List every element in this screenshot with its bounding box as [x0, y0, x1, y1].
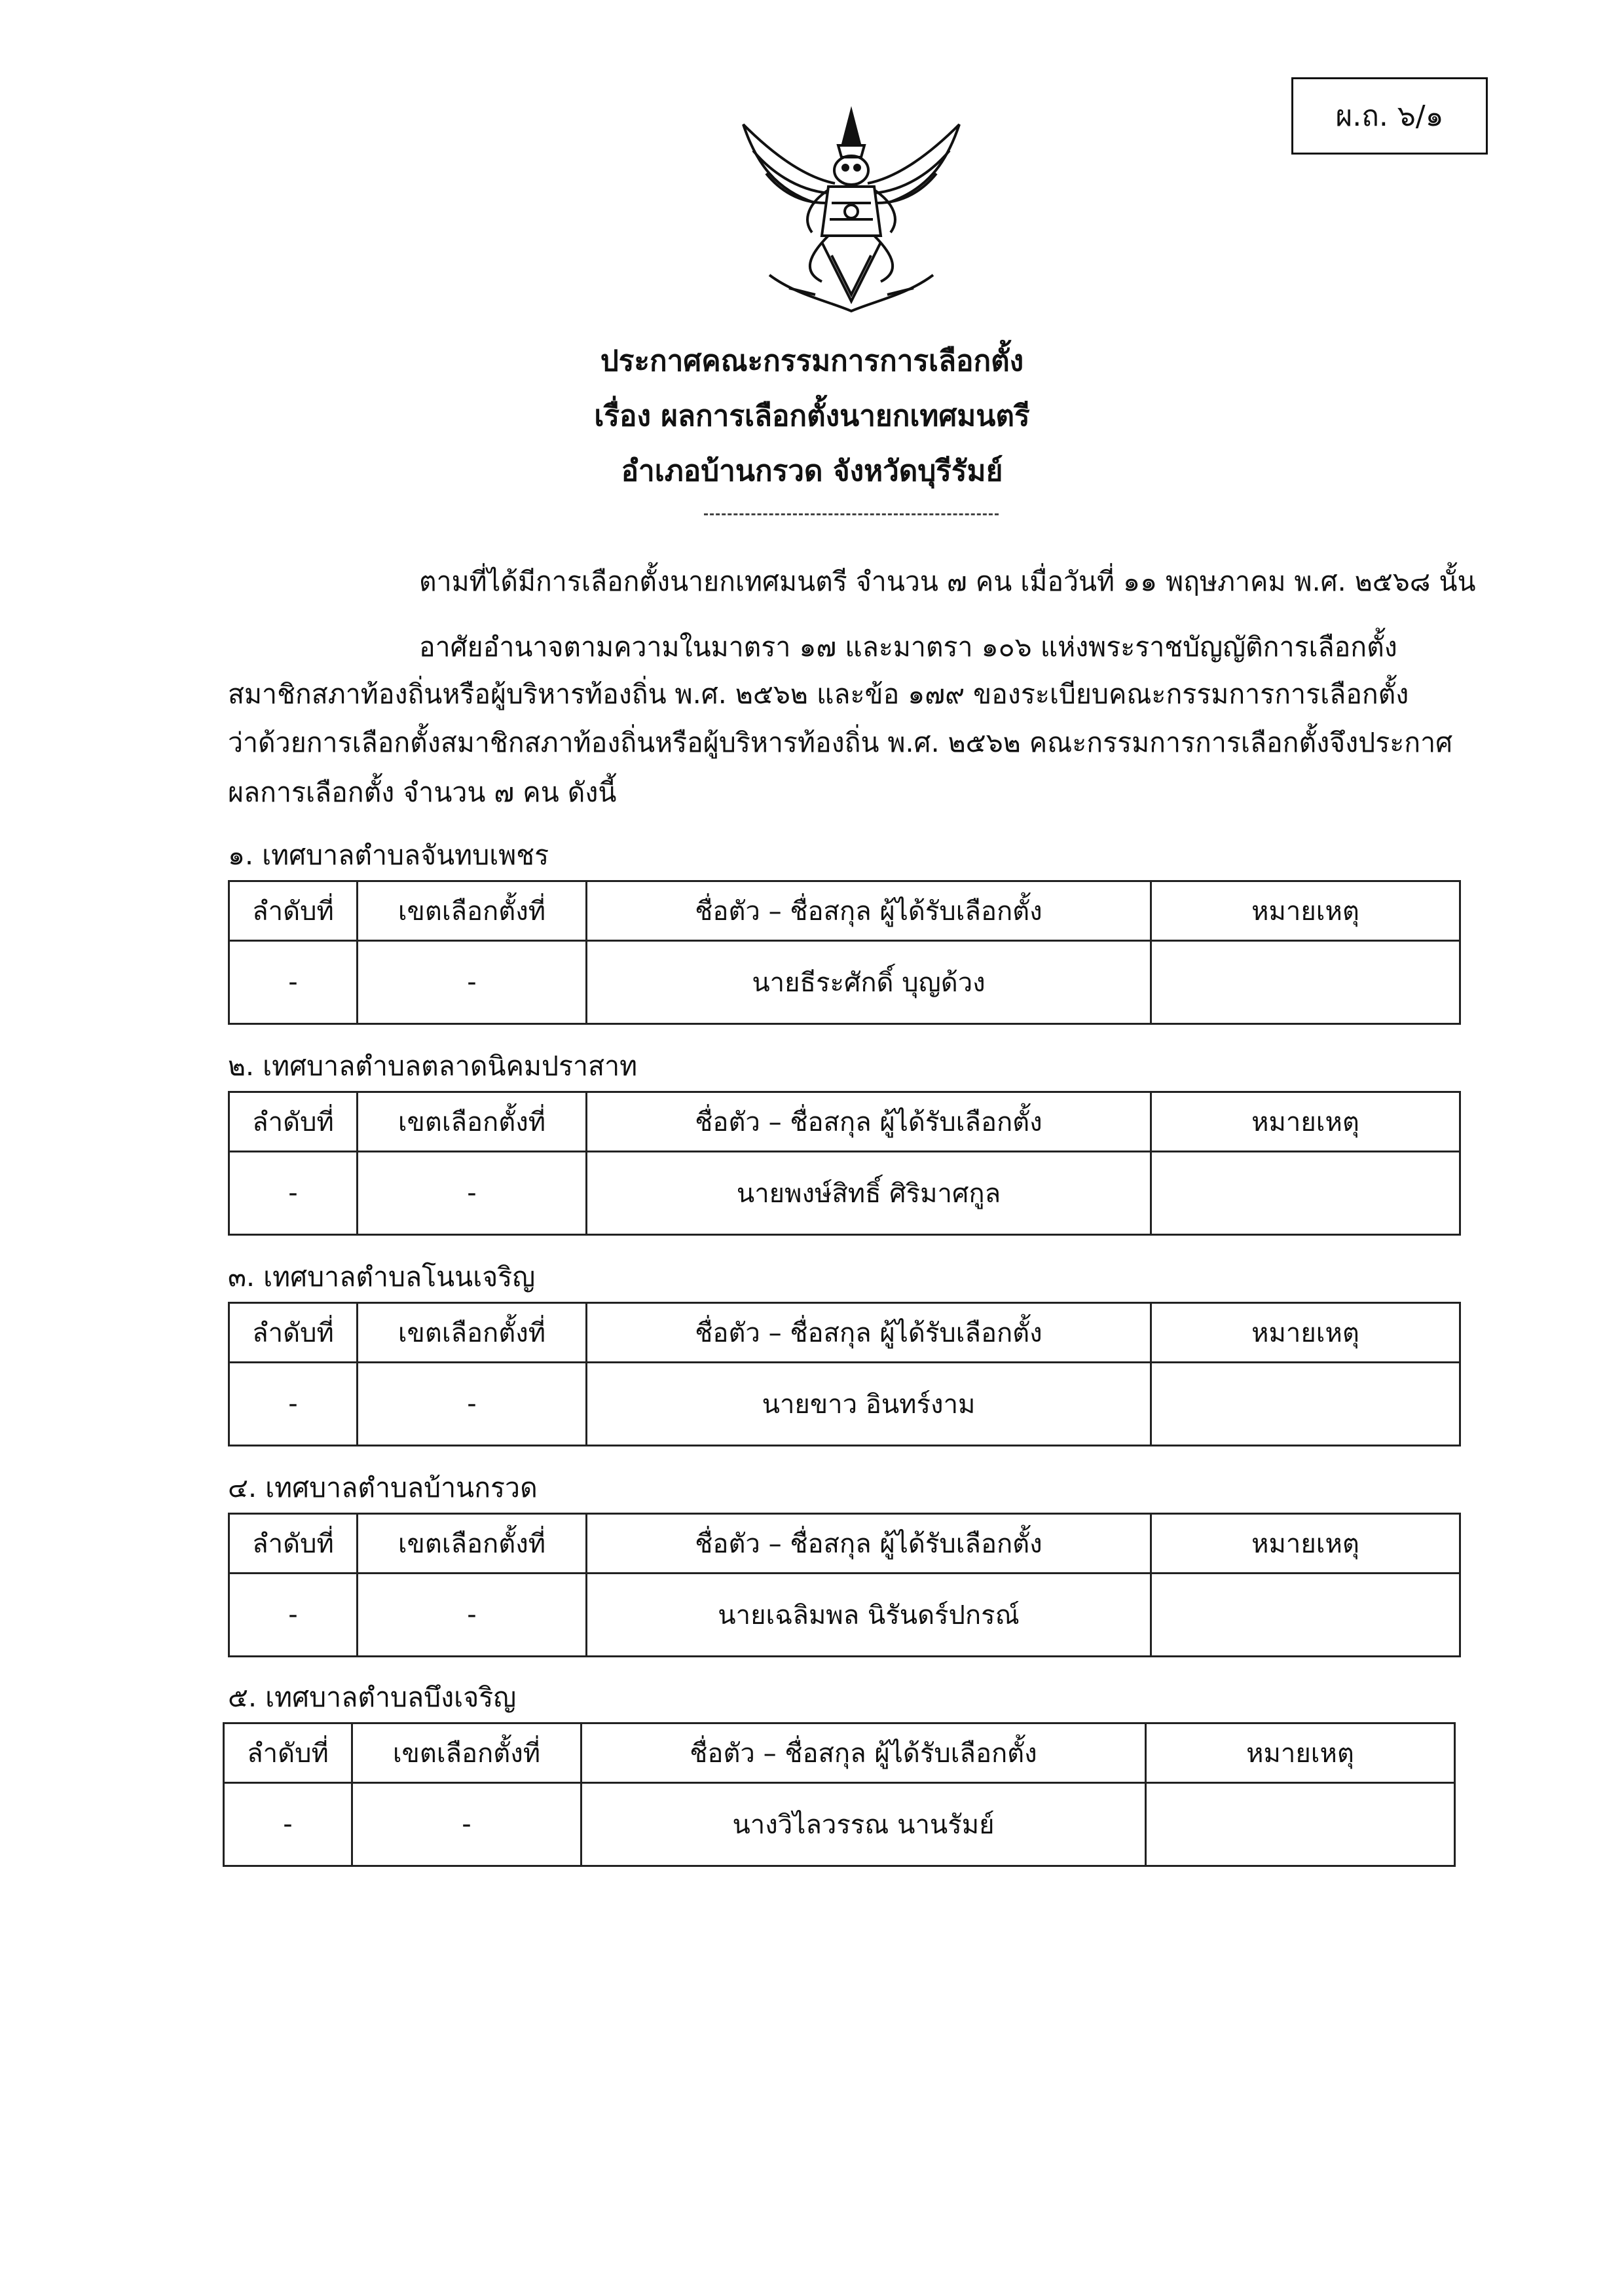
garuda-emblem-icon	[730, 105, 972, 321]
header-order: ลำดับที่	[229, 881, 358, 941]
header-district: เขตเลือกตั้งที่	[358, 1092, 587, 1152]
header-remark: หมายเหตุ	[1151, 881, 1460, 941]
section-title: ๒. เทศบาลตำบลตลาดนิคมปราสาท	[228, 1050, 638, 1082]
announcement-title: ประกาศคณะกรรมการการเลือกตั้ง	[600, 344, 1024, 378]
section-title: ๑. เทศบาลตำบลจันทบเพชร	[228, 839, 549, 871]
announcement-location: อำเภอบ้านกรวด จังหวัดบุรีรัมย์	[621, 454, 1003, 488]
header-remark: หมายเหตุ	[1146, 1723, 1455, 1783]
section-title: ๕. เทศบาลตำบลบึงเจริญ	[228, 1682, 517, 1713]
cell-name: นางวิไลวรรณ นานรัมย์	[581, 1783, 1146, 1866]
cell-district: -	[358, 941, 587, 1024]
cell-order: -	[229, 941, 358, 1024]
cell-district: -	[358, 1363, 587, 1446]
cell-order: -	[229, 1574, 358, 1657]
cell-remark	[1151, 1152, 1460, 1235]
header-remark: หมายเหตุ	[1151, 1092, 1460, 1152]
cell-district: -	[358, 1152, 587, 1235]
header-district: เขตเลือกตั้งที่	[358, 1514, 587, 1574]
paragraph-2-line-1: อาศัยอำนาจตามความในมาตรา ๑๗ และมาตรา ๑๐๖ แห่งพระราชบัญญัติการเลือกตั้ง	[419, 631, 1397, 663]
result-table	[228, 1091, 1461, 1236]
announcement-subject: เรื่อง ผลการเลือกตั้งนายกเทศมนตรี	[594, 399, 1030, 433]
section-title: ๔. เทศบาลตำบลบ้านกรวด	[228, 1472, 538, 1503]
cell-order: -	[224, 1783, 352, 1866]
header-order: ลำดับที่	[229, 1514, 358, 1574]
header-name: ชื่อตัว – ชื่อสกุล ผู้ได้รับเลือกตั้ง	[587, 1303, 1151, 1363]
header-remark: หมายเหตุ	[1151, 1514, 1460, 1574]
header-order: ลำดับที่	[229, 1303, 358, 1363]
paragraph-1: ตามที่ได้มีการเลือกตั้งนายกเทศมนตรี จำนวน ๗ คน เมื่อวันที่ ๑๑ พฤษภาคม พ.ศ. ๒๕๖๘ นั้น	[419, 566, 1476, 597]
form-code-box: ผ.ถ. ๖/๑	[1291, 77, 1488, 155]
section-title: ๓. เทศบาลตำบลโนนเจริญ	[228, 1261, 536, 1293]
header-district: เขตเลือกตั้งที่	[352, 1723, 581, 1783]
header-name: ชื่อตัว – ชื่อสกุล ผู้ได้รับเลือกตั้ง	[587, 881, 1151, 941]
cell-remark	[1151, 941, 1460, 1024]
header-name: ชื่อตัว – ชื่อสกุล ผู้ได้รับเลือกตั้ง	[587, 1514, 1151, 1574]
header-order: ลำดับที่	[224, 1723, 352, 1783]
cell-district: -	[352, 1783, 581, 1866]
header-order: ลำดับที่	[229, 1092, 358, 1152]
result-table	[228, 1302, 1461, 1446]
header-name: ชื่อตัว – ชื่อสกุล ผู้ได้รับเลือกตั้ง	[581, 1723, 1146, 1783]
result-table	[228, 1513, 1461, 1657]
heading-divider	[704, 513, 999, 515]
paragraph-2-line-4: ผลการเลือกตั้ง จำนวน ๗ คน ดังนี้	[228, 777, 617, 808]
cell-district: -	[358, 1574, 587, 1657]
result-table	[223, 1722, 1456, 1867]
cell-remark	[1151, 1363, 1460, 1446]
cell-name: นายเฉลิมพล นิรันดร์ปกรณ์	[587, 1574, 1151, 1657]
cell-remark	[1151, 1574, 1460, 1657]
paragraph-2-line-3: ว่าด้วยการเลือกตั้งสมาชิกสภาท้องถิ่นหรือผู้บริหารท้องถิ่น พ.ศ. ๒๕๖๒ คณะกรรมการการเลือกตั้งจึงประกาศ	[228, 727, 1453, 758]
paragraph-2-line-2: สมาชิกสภาท้องถิ่นหรือผู้บริหารท้องถิ่น พ.ศ. ๒๕๖๒ และข้อ ๑๗๙ ของระเบียบคณะกรรมการการเลือกตั้ง	[228, 678, 1409, 710]
cell-remark	[1146, 1783, 1455, 1866]
cell-name: นายขาว อินทร์งาม	[587, 1363, 1151, 1446]
cell-name: นายธีระศักดิ์ บุญด้วง	[587, 941, 1151, 1024]
header-district: เขตเลือกตั้งที่	[358, 1303, 587, 1363]
cell-name: นายพงษ์สิทธิ์ ศิริมาศกูล	[587, 1152, 1151, 1235]
cell-order: -	[229, 1152, 358, 1235]
header-district: เขตเลือกตั้งที่	[358, 881, 587, 941]
header-remark: หมายเหตุ	[1151, 1303, 1460, 1363]
result-table	[228, 880, 1461, 1025]
cell-order: -	[229, 1363, 358, 1446]
header-name: ชื่อตัว – ชื่อสกุล ผู้ได้รับเลือกตั้ง	[587, 1092, 1151, 1152]
